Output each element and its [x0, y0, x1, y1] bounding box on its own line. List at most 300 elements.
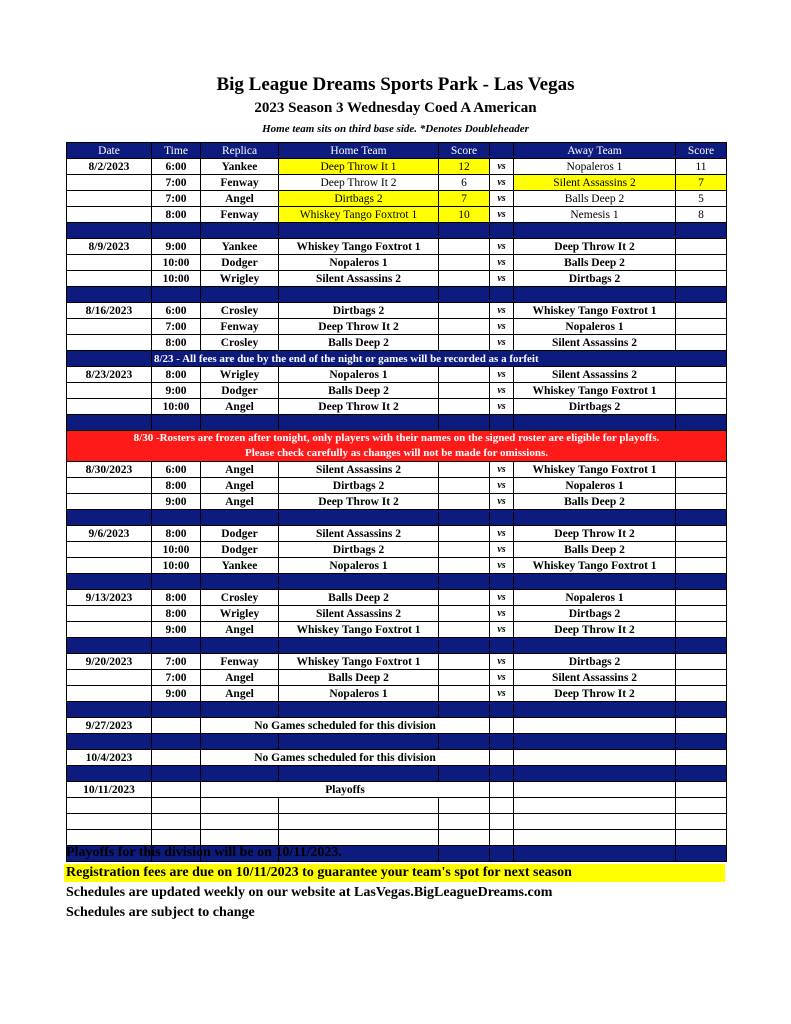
- away-score: [676, 319, 727, 335]
- separator-cell: [201, 766, 279, 782]
- col-replica-header: Replica: [201, 143, 279, 159]
- home-team: Silent Assassins 2: [279, 606, 439, 622]
- separator-cell: [152, 638, 201, 654]
- separator-cell: [152, 734, 201, 750]
- separator-cell: [279, 702, 439, 718]
- separator-cell: [676, 702, 727, 718]
- away-team: Whiskey Tango Foxtrot 1: [514, 303, 676, 319]
- vs-label: vs: [490, 367, 514, 383]
- game-row: [67, 606, 727, 622]
- game-date: 10/4/2023: [67, 750, 152, 766]
- col-away-team-header: Away Team: [514, 143, 676, 159]
- separator-cell: [67, 510, 152, 526]
- field-replica: Fenway: [201, 207, 279, 223]
- game-date: [67, 383, 152, 399]
- vs-label: vs: [490, 319, 514, 335]
- game-time: 8:00: [152, 367, 201, 383]
- notice-spacer: [67, 351, 152, 367]
- home-score: [439, 255, 490, 271]
- vs-label: vs: [490, 542, 514, 558]
- game-row: [67, 383, 727, 399]
- empty-row: [67, 798, 727, 814]
- field-replica: Dodger: [201, 383, 279, 399]
- separator-cell: [152, 702, 201, 718]
- separator-cell: [676, 846, 727, 862]
- separator-row: [67, 638, 727, 654]
- away-score: [676, 367, 727, 383]
- separator-cell: [676, 574, 727, 590]
- game-time: 6:00: [152, 303, 201, 319]
- separator-cell: [439, 574, 490, 590]
- game-time: 7:00: [152, 670, 201, 686]
- empty-cell: [676, 814, 727, 830]
- separator-row: [67, 223, 727, 239]
- website-note: Schedules are updated weekly on our website at LasVegas.BigLeagueDreams.com: [66, 885, 553, 900]
- game-date: [67, 319, 152, 335]
- separator-cell: [439, 223, 490, 239]
- away-score: 11: [676, 159, 727, 175]
- game-time: 8:00: [152, 478, 201, 494]
- empty-cell: [439, 830, 490, 846]
- page-subtitle: 2023 Season 3 Wednesday Coed A American: [254, 100, 537, 116]
- empty-cell: [490, 798, 514, 814]
- away-team: Deep Throw It 2: [514, 686, 676, 702]
- home-team: Deep Throw It 2: [279, 399, 439, 415]
- home-team: Whiskey Tango Foxtrot 1: [279, 207, 439, 223]
- game-time: 10:00: [152, 542, 201, 558]
- vs-label: vs: [490, 590, 514, 606]
- away-score: [676, 255, 727, 271]
- schedule-table: [66, 142, 727, 862]
- away-score: [676, 303, 727, 319]
- away-team: Deep Throw It 2: [514, 526, 676, 542]
- away-team: Silent Assassins 2: [514, 335, 676, 351]
- separator-cell: [67, 223, 152, 239]
- away-team: Nopaleros 1: [514, 159, 676, 175]
- game-row: [67, 367, 727, 383]
- field-replica: Angel: [201, 670, 279, 686]
- separator-cell: [676, 734, 727, 750]
- game-row: [67, 526, 727, 542]
- separator-cell: [279, 510, 439, 526]
- vs-label: vs: [490, 255, 514, 271]
- empty-cell: [514, 750, 676, 766]
- vs-label: vs: [490, 686, 514, 702]
- field-replica: Dodger: [201, 526, 279, 542]
- home-team: Silent Assassins 2: [279, 462, 439, 478]
- field-replica: Yankee: [201, 239, 279, 255]
- vs-label: vs: [490, 670, 514, 686]
- game-row: [67, 478, 727, 494]
- vs-label: vs: [490, 526, 514, 542]
- home-score: 6: [439, 175, 490, 191]
- away-team: Nopaleros 1: [514, 478, 676, 494]
- schedule-message: No Games scheduled for this division: [201, 750, 490, 766]
- game-time: 8:00: [152, 590, 201, 606]
- separator-cell: [152, 223, 201, 239]
- empty-cell: [67, 814, 152, 830]
- game-date: [67, 670, 152, 686]
- away-team: Nopaleros 1: [514, 590, 676, 606]
- game-time: 9:00: [152, 622, 201, 638]
- away-score: [676, 335, 727, 351]
- vs-label: vs: [490, 175, 514, 191]
- field-replica: Yankee: [201, 558, 279, 574]
- field-replica: Crosley: [201, 590, 279, 606]
- game-date: [67, 271, 152, 287]
- separator-cell: [514, 287, 676, 303]
- separator-cell: [676, 287, 727, 303]
- field-replica: Angel: [201, 622, 279, 638]
- roster-alert-line1: 8/30 -Rosters are frozen after tonight, only players with their names on the signed roster are eligible for playoffs.: [133, 432, 660, 444]
- game-time: 6:00: [152, 462, 201, 478]
- empty-cell: [676, 782, 727, 798]
- empty-row: [67, 814, 727, 830]
- away-score: [676, 462, 727, 478]
- game-date: [67, 558, 152, 574]
- game-date: [67, 207, 152, 223]
- empty-cell: [201, 798, 279, 814]
- home-team: Balls Deep 2: [279, 590, 439, 606]
- vs-label: vs: [490, 654, 514, 670]
- game-time: 9:00: [152, 494, 201, 510]
- separator-cell: [201, 223, 279, 239]
- separator-cell: [514, 734, 676, 750]
- away-score: [676, 526, 727, 542]
- game-date: 9/13/2023: [67, 590, 152, 606]
- separator-cell: [201, 574, 279, 590]
- game-time: 9:00: [152, 686, 201, 702]
- game-row: [67, 191, 727, 207]
- empty-cell: [279, 798, 439, 814]
- separator-cell: [439, 702, 490, 718]
- empty-cell: [514, 718, 676, 734]
- game-time: 8:00: [152, 207, 201, 223]
- game-date: 10/11/2023: [67, 782, 152, 798]
- empty-cell: [439, 814, 490, 830]
- field-replica: Angel: [201, 399, 279, 415]
- game-time: 6:00: [152, 159, 201, 175]
- separator-cell: [514, 510, 676, 526]
- game-row: [67, 399, 727, 415]
- empty-cell: [439, 798, 490, 814]
- away-team: Deep Throw It 2: [514, 239, 676, 255]
- vs-label: vs: [490, 494, 514, 510]
- away-score: [676, 654, 727, 670]
- home-team: Whiskey Tango Foxtrot 1: [279, 622, 439, 638]
- home-score: [439, 383, 490, 399]
- game-time: 10:00: [152, 271, 201, 287]
- separator-cell: [67, 638, 152, 654]
- game-date: 9/20/2023: [67, 654, 152, 670]
- separator-cell: [490, 574, 514, 590]
- empty-cell: [490, 750, 514, 766]
- separator-cell: [490, 415, 514, 431]
- separator-cell: [279, 574, 439, 590]
- game-row: [67, 686, 727, 702]
- home-team: Dirtbags 2: [279, 191, 439, 207]
- game-date: [67, 686, 152, 702]
- home-score: [439, 239, 490, 255]
- vs-label: vs: [490, 159, 514, 175]
- home-team: Dirtbags 2: [279, 303, 439, 319]
- game-date: [67, 399, 152, 415]
- away-score: 7: [676, 175, 727, 191]
- empty-cell: [279, 814, 439, 830]
- separator-cell: [279, 766, 439, 782]
- roster-alert-line2: Please check carefully as changes will not be made for omissions.: [245, 447, 548, 459]
- vs-label: vs: [490, 558, 514, 574]
- game-row: [67, 303, 727, 319]
- field-replica: Angel: [201, 462, 279, 478]
- field-replica: Fenway: [201, 175, 279, 191]
- empty-cell: [514, 798, 676, 814]
- game-row: [67, 670, 727, 686]
- away-score: [676, 271, 727, 287]
- home-team: Balls Deep 2: [279, 335, 439, 351]
- vs-label: vs: [490, 383, 514, 399]
- empty-cell: [152, 798, 201, 814]
- empty-cell: [201, 814, 279, 830]
- game-time: 8:00: [152, 335, 201, 351]
- away-team: Dirtbags 2: [514, 399, 676, 415]
- game-date: [67, 191, 152, 207]
- empty-cell: [490, 830, 514, 846]
- away-score: [676, 399, 727, 415]
- roster-alert: [67, 431, 727, 462]
- away-team: Balls Deep 2: [514, 255, 676, 271]
- col-time-header: Time: [152, 143, 201, 159]
- game-date: 9/27/2023: [67, 718, 152, 734]
- game-time: 8:00: [152, 526, 201, 542]
- game-date: 8/23/2023: [67, 367, 152, 383]
- away-score: 8: [676, 207, 727, 223]
- notice-row: [67, 351, 727, 367]
- vs-label: vs: [490, 478, 514, 494]
- home-score: [439, 558, 490, 574]
- home-team: Whiskey Tango Foxtrot 1: [279, 239, 439, 255]
- home-team: Deep Throw It 2: [279, 175, 439, 191]
- separator-cell: [514, 702, 676, 718]
- game-row: [67, 494, 727, 510]
- vs-label: vs: [490, 622, 514, 638]
- away-score: [676, 383, 727, 399]
- home-score: [439, 654, 490, 670]
- separator-row: [67, 766, 727, 782]
- game-date: 8/30/2023: [67, 462, 152, 478]
- separator-cell: [67, 702, 152, 718]
- home-score: [439, 367, 490, 383]
- away-team: Balls Deep 2: [514, 191, 676, 207]
- separator-cell: [439, 638, 490, 654]
- game-row: [67, 335, 727, 351]
- separator-cell: [152, 574, 201, 590]
- home-score: [439, 399, 490, 415]
- game-row: [67, 622, 727, 638]
- separator-cell: [514, 415, 676, 431]
- separator-cell: [514, 766, 676, 782]
- game-date: [67, 255, 152, 271]
- empty-cell: [514, 830, 676, 846]
- away-team: Dirtbags 2: [514, 271, 676, 287]
- separator-cell: [676, 638, 727, 654]
- home-score: [439, 622, 490, 638]
- separator-cell: [201, 734, 279, 750]
- game-row: [67, 159, 727, 175]
- away-team: Silent Assassins 2: [514, 175, 676, 191]
- field-replica: Wrigley: [201, 367, 279, 383]
- away-team: Balls Deep 2: [514, 494, 676, 510]
- separator-row: [67, 702, 727, 718]
- separator-cell: [490, 638, 514, 654]
- separator-cell: [490, 734, 514, 750]
- game-time: 7:00: [152, 319, 201, 335]
- field-replica: Fenway: [201, 654, 279, 670]
- field-replica: Fenway: [201, 319, 279, 335]
- separator-cell: [67, 287, 152, 303]
- separator-cell: [279, 415, 439, 431]
- home-score: [439, 478, 490, 494]
- vs-label: vs: [490, 271, 514, 287]
- game-row: [67, 654, 727, 670]
- registration-note: Registration fees are due on 10/11/2023 to guarantee your team's spot for next season: [64, 864, 725, 882]
- away-team: Silent Assassins 2: [514, 670, 676, 686]
- home-team: Deep Throw It 2: [279, 494, 439, 510]
- home-team: Balls Deep 2: [279, 670, 439, 686]
- empty-cell: [490, 814, 514, 830]
- schedule-message: No Games scheduled for this division: [201, 718, 490, 734]
- empty-cell: [490, 718, 514, 734]
- home-score: [439, 462, 490, 478]
- home-score: [439, 542, 490, 558]
- game-date: [67, 622, 152, 638]
- separator-row: [67, 287, 727, 303]
- col-away-score-header: Score: [676, 143, 727, 159]
- away-team: Whiskey Tango Foxtrot 1: [514, 383, 676, 399]
- game-time: 9:00: [152, 383, 201, 399]
- separator-cell: [279, 287, 439, 303]
- game-time: 7:00: [152, 654, 201, 670]
- separator-cell: [439, 415, 490, 431]
- separator-cell: [676, 766, 727, 782]
- away-score: [676, 590, 727, 606]
- away-score: [676, 542, 727, 558]
- separator-cell: [514, 846, 676, 862]
- game-row: [67, 558, 727, 574]
- field-replica: Crosley: [201, 303, 279, 319]
- field-replica: Angel: [201, 478, 279, 494]
- separator-cell: [676, 415, 727, 431]
- home-score: 7: [439, 191, 490, 207]
- empty-cell: [676, 830, 727, 846]
- separator-cell: [514, 223, 676, 239]
- separator-cell: [490, 287, 514, 303]
- separator-row: [67, 510, 727, 526]
- separator-cell: [67, 766, 152, 782]
- home-score: 10: [439, 207, 490, 223]
- col-vs-header: [490, 143, 514, 159]
- field-replica: Angel: [201, 494, 279, 510]
- separator-cell: [514, 638, 676, 654]
- message-row: [67, 782, 727, 798]
- home-score: [439, 494, 490, 510]
- away-score: [676, 686, 727, 702]
- roster-alert-row: [67, 431, 727, 462]
- separator-cell: [201, 702, 279, 718]
- separator-cell: [490, 510, 514, 526]
- separator-cell: [439, 510, 490, 526]
- home-team: Nopaleros 1: [279, 686, 439, 702]
- game-row: [67, 175, 727, 191]
- away-score: [676, 606, 727, 622]
- separator-cell: [152, 766, 201, 782]
- game-row: [67, 239, 727, 255]
- away-team: Silent Assassins 2: [514, 367, 676, 383]
- fee-notice: 8/23 - All fees are due by the end of the night or games will be recorded as a forfeit: [152, 351, 727, 367]
- home-score: [439, 606, 490, 622]
- empty-cell: [152, 782, 201, 798]
- home-team: Deep Throw It 2: [279, 319, 439, 335]
- vs-label: vs: [490, 303, 514, 319]
- separator-cell: [514, 574, 676, 590]
- separator-cell: [439, 734, 490, 750]
- empty-cell: [676, 750, 727, 766]
- message-row: [67, 750, 727, 766]
- vs-label: vs: [490, 191, 514, 207]
- separator-cell: [67, 415, 152, 431]
- vs-label: vs: [490, 462, 514, 478]
- away-score: [676, 558, 727, 574]
- field-replica: Dodger: [201, 255, 279, 271]
- game-date: [67, 478, 152, 494]
- change-note: Schedules are subject to change: [66, 905, 255, 920]
- field-replica: Dodger: [201, 542, 279, 558]
- vs-label: vs: [490, 399, 514, 415]
- separator-cell: [152, 510, 201, 526]
- game-row: [67, 271, 727, 287]
- game-time: 10:00: [152, 399, 201, 415]
- separator-row: [67, 574, 727, 590]
- separator-cell: [439, 287, 490, 303]
- separator-cell: [439, 846, 490, 862]
- game-row: [67, 590, 727, 606]
- away-score: [676, 478, 727, 494]
- game-date: [67, 606, 152, 622]
- game-date: 8/2/2023: [67, 159, 152, 175]
- vs-label: vs: [490, 207, 514, 223]
- away-score: [676, 239, 727, 255]
- game-time: 9:00: [152, 239, 201, 255]
- col-home-team-header: Home Team: [279, 143, 439, 159]
- away-team: Nopaleros 1: [514, 319, 676, 335]
- home-team: Dirtbags 2: [279, 478, 439, 494]
- playoffs-note: Playoffs for this division will be on 10/11/2023.: [66, 845, 342, 860]
- away-score: [676, 622, 727, 638]
- game-row: [67, 542, 727, 558]
- away-team: Whiskey Tango Foxtrot 1: [514, 558, 676, 574]
- empty-cell: [676, 718, 727, 734]
- game-time: 10:00: [152, 255, 201, 271]
- game-time: 7:00: [152, 175, 201, 191]
- home-score: [439, 590, 490, 606]
- home-team: Nopaleros 1: [279, 255, 439, 271]
- separator-cell: [67, 574, 152, 590]
- home-team: Silent Assassins 2: [279, 271, 439, 287]
- separator-cell: [67, 734, 152, 750]
- game-time: 10:00: [152, 558, 201, 574]
- separator-cell: [279, 223, 439, 239]
- away-score: [676, 670, 727, 686]
